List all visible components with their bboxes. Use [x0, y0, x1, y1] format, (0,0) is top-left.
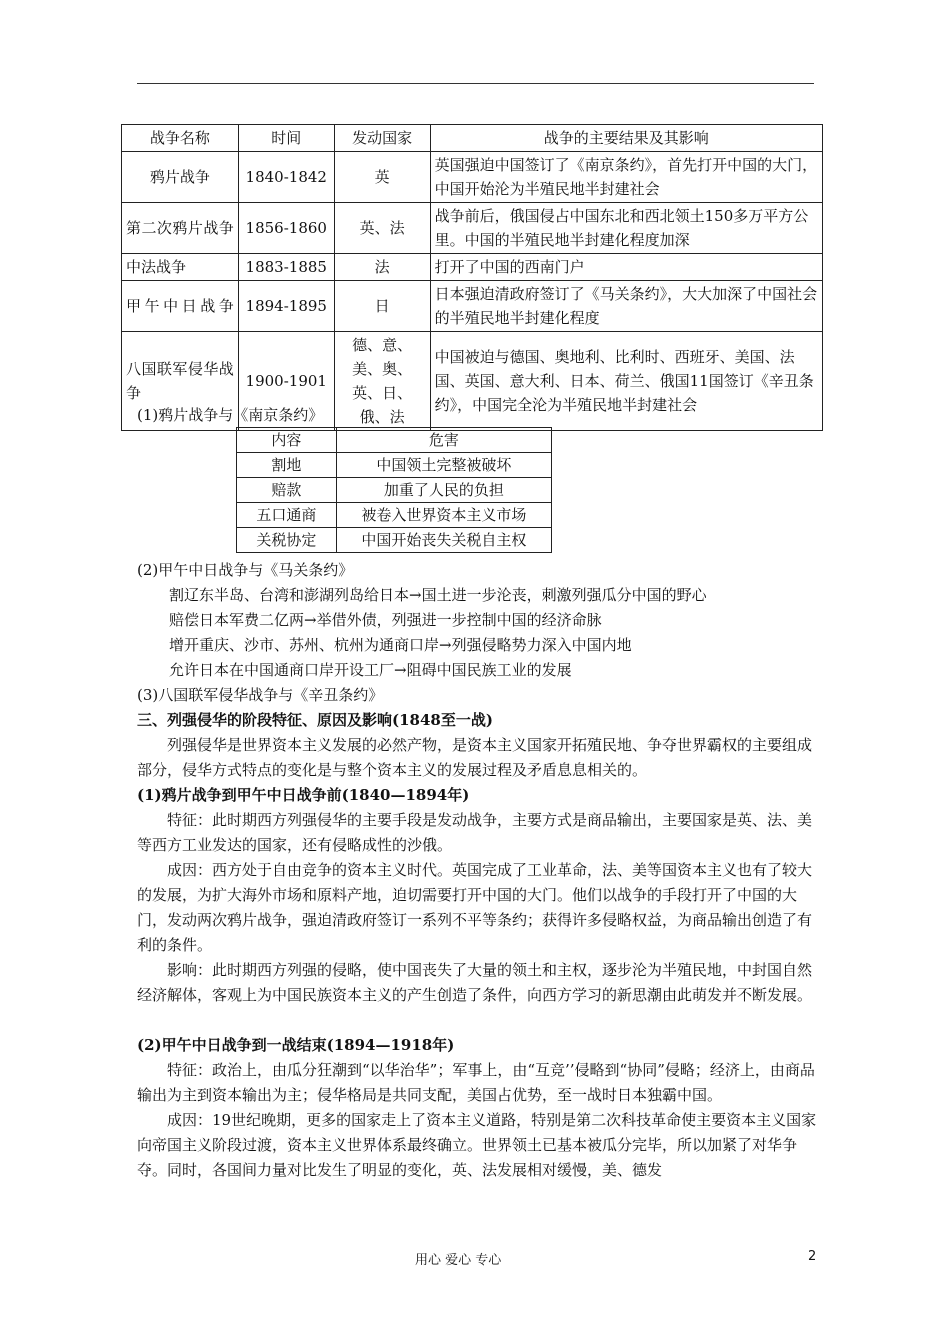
part3-heading: 三、列强侵华的阶段特征、原因及影响(1848至一战): [137, 711, 493, 729]
header-cell: 发动国家: [334, 125, 430, 152]
header-cell: 战争的主要结果及其影响: [430, 125, 822, 152]
part3-intro: 列强侵华是世界资本主义发展的必然产物，是资本主义国家开拓殖民地、争夺世界霸权的主要组成部分，侵华方式特点的变化是与整个资本主义的发展过程及矛盾息息相关的。: [137, 736, 813, 779]
stage1-paragraph: 特征：此时期西方列强侵华的主要手段是发动战争，主要方式是商品输出，主要国家是英、法、美等西方工业发达的国家，还有侵略成性的沙俄。: [137, 811, 813, 854]
table-row: [237, 528, 552, 553]
section2-line: 割辽东半岛、台湾和澎湖列岛给日本→国土进一步沦丧，刺激列强瓜分中国的野心: [169, 586, 707, 604]
stage1-paragraph: 影响：此时期西方列强的侵略，使中国丧失了大量的领土和主权，逐步沦为半殖民地，中封国自然经济解体，客观上为中国民族资本主义的产生创造了条件，向西方学习的新思潮由此萌发并不断发展。: [137, 961, 813, 1004]
stage2-title: (2)甲午中日战争到一战结束(1894—1918年): [137, 1036, 455, 1054]
war-result: 英国强迫中国签订了《南京条约》，首先打开中国的大门，中国开始沦为半殖民地半封建社会: [430, 152, 822, 203]
page-number: 2: [808, 1249, 817, 1264]
section2-line: 赔偿日本军费二亿两→举借外债，列强进一步控制中国的经济命脉: [169, 611, 602, 629]
stage1-title: (1)鸦片战争到甲午中日战争前(1840—1894年): [137, 786, 470, 804]
war-name: 鸦片战争: [122, 152, 239, 203]
stage1-paragraph: 成因：西方处于自由竞争的资本主义时代。英国完成了工业革命，法、美等国资本主义也有了较大的发展，为扩大海外市场和原料产地，迫切需要打开中国的大门。他们以战争的手段打开了中国的大门，发动两次鸦片战争，强迫清政府签订一系列不平等条约；获得许多侵略权益，为商品输出创造了有利的条件。: [137, 861, 813, 954]
stage2-paragraph: 特征：政治上，由瓜分狂潮到“以华治华”；军事上，由“互竞’’侵略到“协同”侵略；经济上，由商品输出为主到资本输出为主；侵华格局是共同支配，美国占优势，至一战时日本独霸中国。: [137, 1061, 815, 1104]
harm-item: 割地: [237, 453, 337, 478]
harm-text: 加重了人民的负担: [336, 478, 551, 503]
war-time: 1883-1885: [238, 254, 334, 281]
war-table-header: [122, 125, 823, 152]
war-result: 中国被迫与德国、奥地利、比利时、西班牙、美国、法国、英国、意大利、日本、荷兰、俄国11国签订《辛丑条约》，中国完全沦为半殖民地半封建社会: [430, 332, 822, 431]
war-table: [121, 124, 823, 431]
war-country: 英、法: [334, 203, 430, 254]
harm-item: 赔款: [237, 478, 337, 503]
table-row: [122, 281, 823, 332]
part3-intro-block: [137, 733, 817, 783]
header-rule: [137, 83, 814, 84]
header-cell: 时间: [238, 125, 334, 152]
table-row: [237, 453, 552, 478]
war-result: 日本强迫清政府签订了《马关条约》，大大加深了中国社会的半殖民地半封建化程度: [430, 281, 822, 332]
harm-item: 五口通商: [237, 503, 337, 528]
harm-text: 中国领土完整被破坏: [336, 453, 551, 478]
stage1-body: [137, 808, 817, 1008]
stage2-body: [137, 1058, 817, 1183]
table-row: [237, 478, 552, 503]
war-country: 英: [334, 152, 430, 203]
war-country: 日: [334, 281, 430, 332]
harm-table: [236, 427, 552, 553]
section3-title: (3)八国联军侵华战争与《辛丑条约》: [137, 686, 384, 704]
section2-title: (2)甲午中日战争与《马关条约》: [137, 561, 354, 579]
table-row: [122, 254, 823, 281]
war-result: 打开了中国的西南门户: [430, 254, 822, 281]
section1-title: (1)鸦片战争与《南京条约》: [137, 406, 324, 424]
table-row: [122, 203, 823, 254]
harm-table-header: [237, 428, 552, 453]
war-name: 中法战争: [122, 254, 239, 281]
war-time: 1894-1895: [238, 281, 334, 332]
header-cell: 战争名称: [122, 125, 239, 152]
harm-text: 被卷入世界资本主义市场: [336, 503, 551, 528]
stage2-paragraph: 成因：19世纪晚期，更多的国家走上了资本主义道路，特别是第二次科技革命使主要资本主义国家向帝国主义阶段过渡，资本主义世界体系最终确立。世界领土已基本被瓜分完毕，所以加紧了对华争夺。同时，各国间力量对比发生了明显的变化，英、法发展相对缓慢，美、德发: [137, 1111, 817, 1179]
table-row: [237, 503, 552, 528]
footer-motto: 用心 爱心 专心: [415, 1253, 502, 1268]
war-result: 战争前后，俄国侵占中国东北和西北领土150多万平方公里。中国的半殖民地半封建化程度加深: [430, 203, 822, 254]
section2-line: 允许日本在中国通商口岸开设工厂→阻碍中国民族工业的发展: [169, 661, 572, 679]
war-time: 1900-1901: [238, 332, 334, 431]
war-time: 1856-1860: [238, 203, 334, 254]
war-country: 法: [334, 254, 430, 281]
harm-text: 中国开始丧失关税自主权: [336, 528, 551, 553]
section2-line: 增开重庆、沙市、苏州、杭州为通商口岸→列强侵略势力深入中国内地: [169, 636, 632, 654]
war-country: 德、意、美、奥、英、日、俄、法: [334, 332, 430, 431]
war-name: 甲午中日战争: [122, 281, 239, 332]
war-time: 1840-1842: [238, 152, 334, 203]
war-name: 第二次鸦片战争: [122, 203, 239, 254]
war-name: 八国联军侵华战争: [122, 332, 239, 431]
header-cell: 内容: [237, 428, 337, 453]
table-row: [122, 152, 823, 203]
header-cell: 危害: [336, 428, 551, 453]
harm-item: 关税协定: [237, 528, 337, 553]
